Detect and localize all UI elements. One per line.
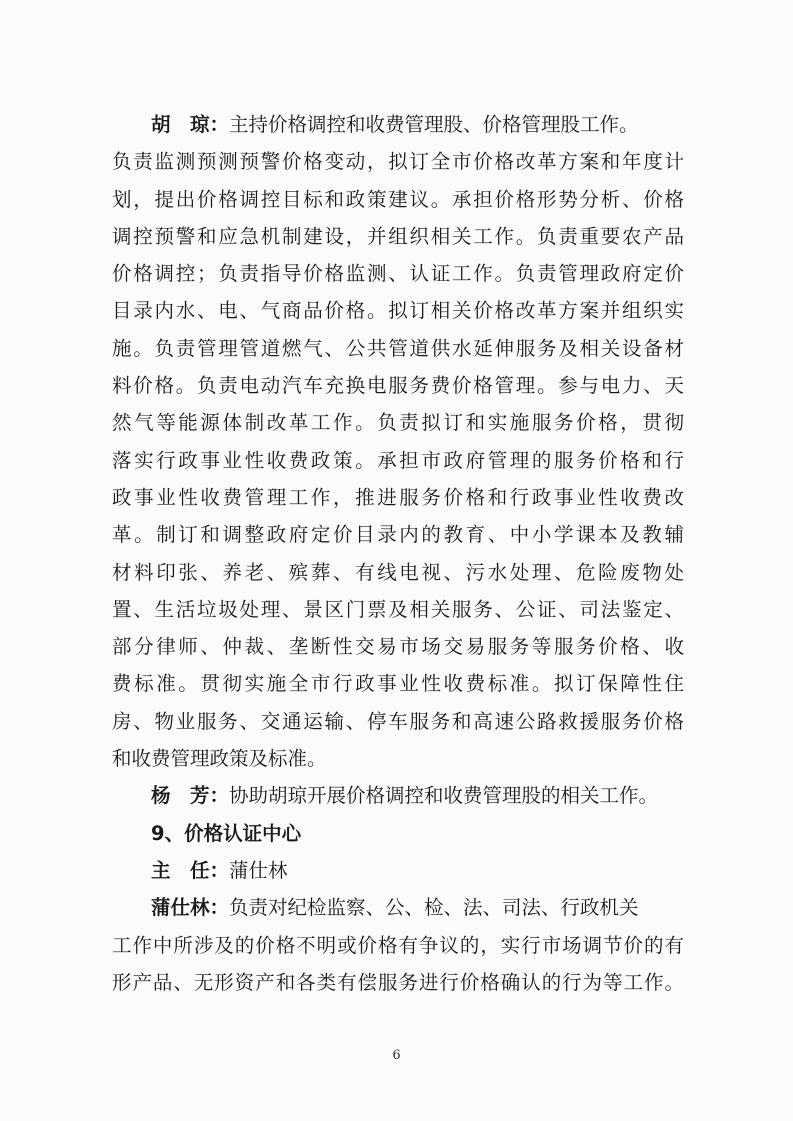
text-line: 施。负责管理管道燃气、公共管道供水延伸服务及相关设备材 [112,336,684,360]
director-name: 蒲仕林 [229,858,288,882]
text-line: 目录内水、电、气商品价格。拟订相关价格改革方案并组织实 [112,299,684,323]
paragraph-hu-qiong-first-line [112,106,684,143]
director-line [112,852,684,889]
document-body [112,106,684,1001]
text-line: 材料印张、养老、殡葬、有线电视、污水处理、危险废物处 [112,560,684,584]
text-line: 部分律师、仲裁、垄断性交易市场交易服务等服务价格、收 [112,635,684,659]
director-label: 主 任： [151,858,230,882]
text-line: 工作中所涉及的价格不明或价格有争议的，实行市场调节价的有 [112,933,684,957]
text-line: 调控预警和应急机制建设，并组织相关工作。负责重要农产品 [112,224,684,248]
text-line: 划，提出价格调控目标和政策建议。承担价格形势分析、价格 [112,187,684,211]
text-line: 和收费管理政策及标准。 [112,747,327,771]
text-line: 房、物业服务、交通运输、停车服务和高速公路救援服务价格 [112,709,684,733]
text-line: 革。制订和调整政府定价目录内的教育、中小学课本及教辅 [112,523,684,547]
paragraph-yang-fang [112,777,684,814]
text-line: 费标准。贯彻实施全市行政事业性收费标准。拟订保障性住 [112,672,684,696]
person-name-pu-shilin: 蒲仕林： [151,896,230,920]
text-line: 形产品、无形资产和各类有偿服务进行价格确认的行为等工作。 [112,970,684,994]
text-line: 协助胡琼开展价格调控和收费管理股的相关工作。 [229,784,659,808]
section-heading: 9、价格认证中心 [151,821,302,845]
text-line: 负责监测预测预警价格变动，拟订全市价格改革方案和年度计 [112,150,684,174]
text-line: 价格调控；负责指导价格监测、认证工作。负责管理政府定价 [112,262,684,286]
text-line: 置、生活垃圾处理、景区门票及相关服务、公证、司法鉴定、 [112,597,684,621]
paragraph-pu-shilin-first-line [112,889,684,926]
text-line: 主持价格调控和收费管理股、价格管理股工作。 [229,113,639,136]
text-line: 落实行政事业性收费政策。承担市政府管理的服务价格和行 [112,448,684,472]
text-line: 政事业性收费管理工作，推进服务价格和行政事业性收费改 [112,485,684,509]
text-line: 负责对纪检监察、公、检、法、司法、行政机关 [229,896,639,920]
page-number: 6 [392,1048,401,1063]
text-line: 料价格。负责电动汽车充换电服务费价格管理。参与电力、天 [112,374,684,398]
person-name-hu-qiong: 胡 琼： [151,113,230,136]
person-name-yang-fang: 杨 芳： [151,784,230,808]
text-line: 然气等能源体制改革工作。负责拟订和实施服务价格，贯彻 [112,411,684,435]
